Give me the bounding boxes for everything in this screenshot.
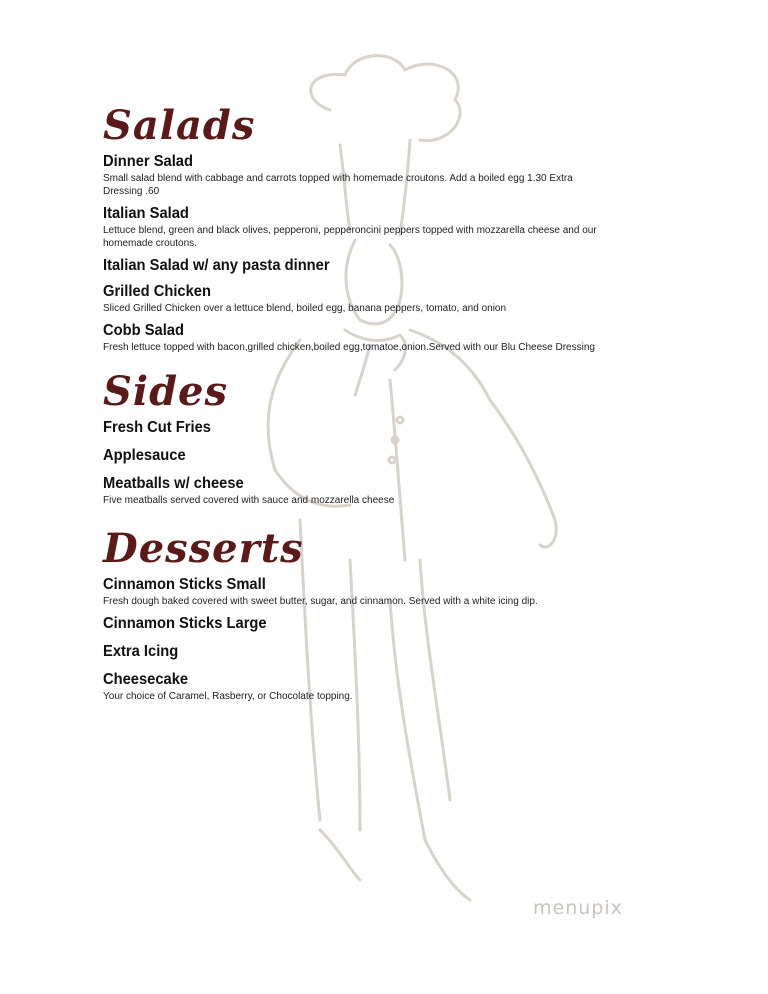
item-name: Cobb Salad: [103, 322, 184, 339]
menu-item: [103, 204, 723, 250]
item-name: Italian Salad w/ any pasta dinner: [103, 257, 330, 274]
menu-item: [103, 152, 723, 198]
item-description: Five meatballs served covered with sauce and mozzarella cheese: [103, 495, 395, 506]
item-description: Fresh lettuce topped with bacon,grilled chicken,boiled egg,tomatoe,onion.Served with our Blu Cheese Dressing: [103, 342, 595, 353]
item-description: Lettuce blend, green and black olives, pepperoni, pepperoncini peppers topped with mozzarella cheese and our homemade croutons.: [103, 225, 597, 249]
menu-item: [103, 474, 723, 507]
item-name: Applesauce: [103, 447, 186, 464]
menu-item: [103, 256, 723, 276]
section-salads: [103, 100, 723, 354]
item-description: Fresh dough baked covered with sweet butter, sugar, and cinnamon. Served with a white icing dip.: [103, 596, 538, 607]
item-description: Small salad blend with cabbage and carrots topped with homemade croutons. Add a boiled egg 1.30 Extra Dressing .60: [103, 173, 573, 197]
menu-item: [103, 575, 723, 608]
menu-item: [103, 446, 723, 466]
item-description: Your choice of Caramel, Rasberry, or Chocolate topping.: [103, 691, 353, 702]
item-name: Meatballs w/ cheese: [103, 475, 244, 492]
section-desserts: [103, 523, 723, 703]
item-name: Grilled Chicken: [103, 283, 211, 300]
section-title: Sides: [103, 368, 229, 415]
menu-page: [103, 100, 723, 709]
item-name: Dinner Salad: [103, 153, 193, 170]
section-title: Desserts: [103, 525, 304, 572]
item-name: Cheesecake: [103, 671, 189, 688]
watermark-logo: menupix: [533, 897, 623, 919]
menu-item: [103, 418, 723, 438]
item-name: Italian Salad: [103, 205, 189, 222]
item-name: Cinnamon Sticks Small: [103, 576, 266, 593]
section-title: Salads: [103, 102, 256, 149]
menu-item: [103, 282, 723, 315]
item-name: Extra Icing: [103, 643, 179, 660]
menu-item: [103, 321, 723, 354]
menu-item: [103, 670, 723, 703]
item-description: Sliced Grilled Chicken over a lettuce blend, boiled egg, banana peppers, tomato, and onion: [103, 303, 507, 314]
item-name: Cinnamon Sticks Large: [103, 615, 267, 632]
section-sides: [103, 366, 723, 507]
item-name: Fresh Cut Fries: [103, 419, 211, 436]
menu-item: [103, 642, 723, 662]
menu-item: [103, 614, 723, 634]
